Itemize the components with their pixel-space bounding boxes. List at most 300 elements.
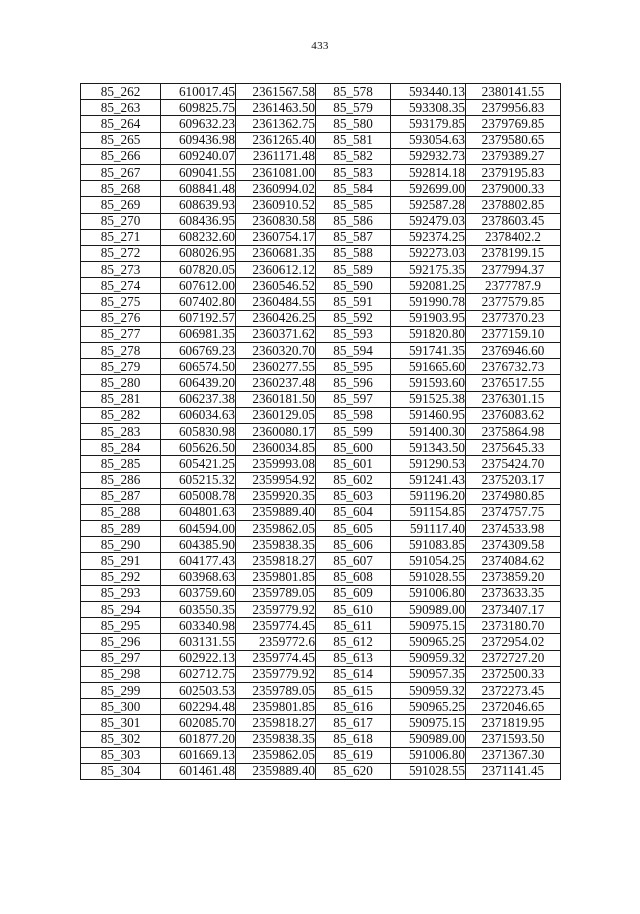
page-number: 433 [311,40,329,52]
x-coord-left-cell: 608639.93 [161,197,236,213]
x-coord-right-cell: 591343.50 [391,440,466,456]
y-coord-right-cell: 2373180.70 [466,618,561,634]
x-coord-right-cell: 591083.85 [391,537,466,553]
y-coord-right-cell: 2377579.85 [466,294,561,310]
point-id-left-cell: 85_276 [81,310,161,326]
y-coord-right-cell: 2372273.45 [466,682,561,698]
point-id-left-cell: 85_281 [81,391,161,407]
y-coord-left-cell: 2360681.35 [236,245,316,261]
y-coord-left-cell: 2360994.02 [236,181,316,197]
y-coord-left-cell: 2359920.35 [236,488,316,504]
y-coord-right-cell: 2378802.85 [466,197,561,213]
table-row [81,262,561,278]
x-coord-left-cell: 607820.05 [161,262,236,278]
point-id-left-cell: 85_298 [81,666,161,682]
table-row [81,682,561,698]
x-coord-right-cell: 592699.00 [391,181,466,197]
point-id-right-cell: 85_584 [316,181,391,197]
point-id-left-cell: 85_267 [81,164,161,180]
y-coord-right-cell: 2376946.60 [466,343,561,359]
y-coord-left-cell: 2360546.52 [236,278,316,294]
x-coord-right-cell: 590975.15 [391,715,466,731]
y-coord-right-cell: 2377159.10 [466,326,561,342]
point-id-left-cell: 85_283 [81,423,161,439]
x-coord-left-cell: 605008.78 [161,488,236,504]
x-coord-left-cell: 610017.45 [161,84,236,100]
x-coord-right-cell: 592374.25 [391,229,466,245]
table-row [81,602,561,618]
y-coord-right-cell: 2374309.58 [466,537,561,553]
y-coord-left-cell: 2359779.92 [236,666,316,682]
x-coord-left-cell: 609041.55 [161,164,236,180]
point-id-left-cell: 85_274 [81,278,161,294]
x-coord-right-cell: 590957.35 [391,666,466,682]
y-coord-right-cell: 2376517.55 [466,375,561,391]
table-row [81,634,561,650]
point-id-left-cell: 85_279 [81,359,161,375]
point-id-right-cell: 85_619 [316,747,391,763]
y-coord-right-cell: 2375864.98 [466,423,561,439]
y-coord-left-cell: 2360484.55 [236,294,316,310]
point-id-left-cell: 85_287 [81,488,161,504]
table-row [81,197,561,213]
table-row [81,747,561,763]
y-coord-right-cell: 2379956.83 [466,100,561,116]
y-coord-right-cell: 2377994.37 [466,262,561,278]
x-coord-right-cell: 591400.30 [391,423,466,439]
table-row [81,407,561,423]
point-id-left-cell: 85_290 [81,537,161,553]
x-coord-right-cell: 591154.85 [391,504,466,520]
y-coord-right-cell: 2379580.65 [466,132,561,148]
table-row [81,423,561,439]
x-coord-left-cell: 607612.00 [161,278,236,294]
point-id-right-cell: 85_598 [316,407,391,423]
y-coord-left-cell: 2359889.40 [236,504,316,520]
y-coord-left-cell: 2359801.85 [236,569,316,585]
point-id-left-cell: 85_265 [81,132,161,148]
y-coord-left-cell: 2360277.55 [236,359,316,375]
y-coord-left-cell: 2361265.40 [236,132,316,148]
point-id-left-cell: 85_266 [81,148,161,164]
table-row [81,100,561,116]
x-coord-left-cell: 609632.23 [161,116,236,132]
y-coord-left-cell: 2361463.50 [236,100,316,116]
point-id-left-cell: 85_294 [81,602,161,618]
x-coord-left-cell: 606237.38 [161,391,236,407]
point-id-left-cell: 85_268 [81,181,161,197]
point-id-right-cell: 85_596 [316,375,391,391]
y-coord-left-cell: 2359779.92 [236,602,316,618]
table-row [81,488,561,504]
y-coord-left-cell: 2359954.92 [236,472,316,488]
point-id-left-cell: 85_275 [81,294,161,310]
point-id-right-cell: 85_581 [316,132,391,148]
point-id-right-cell: 85_589 [316,262,391,278]
y-coord-right-cell: 2375645.33 [466,440,561,456]
point-id-right-cell: 85_617 [316,715,391,731]
point-id-right-cell: 85_595 [316,359,391,375]
point-id-right-cell: 85_620 [316,763,391,779]
x-coord-left-cell: 607402.80 [161,294,236,310]
x-coord-left-cell: 608026.95 [161,245,236,261]
x-coord-left-cell: 604594.00 [161,521,236,537]
table-row [81,731,561,747]
x-coord-left-cell: 601877.20 [161,731,236,747]
table-row [81,440,561,456]
x-coord-left-cell: 605421.25 [161,456,236,472]
point-id-left-cell: 85_286 [81,472,161,488]
x-coord-right-cell: 591665.60 [391,359,466,375]
point-id-right-cell: 85_611 [316,618,391,634]
y-coord-left-cell: 2359818.27 [236,715,316,731]
x-coord-left-cell: 605215.32 [161,472,236,488]
x-coord-right-cell: 591054.25 [391,553,466,569]
x-coord-left-cell: 602922.13 [161,650,236,666]
x-coord-left-cell: 606574.50 [161,359,236,375]
table-row [81,294,561,310]
point-id-right-cell: 85_618 [316,731,391,747]
x-coord-right-cell: 591903.95 [391,310,466,326]
point-id-right-cell: 85_601 [316,456,391,472]
y-coord-left-cell: 2360237.48 [236,375,316,391]
point-id-right-cell: 85_609 [316,585,391,601]
table-row [81,553,561,569]
x-coord-right-cell: 592814.18 [391,164,466,180]
y-coord-right-cell: 2371593.50 [466,731,561,747]
point-id-right-cell: 85_591 [316,294,391,310]
point-id-left-cell: 85_285 [81,456,161,472]
x-coord-right-cell: 591820.80 [391,326,466,342]
point-id-right-cell: 85_582 [316,148,391,164]
y-coord-right-cell: 2377370.23 [466,310,561,326]
point-id-left-cell: 85_293 [81,585,161,601]
table-row [81,521,561,537]
y-coord-left-cell: 2361362.75 [236,116,316,132]
point-id-left-cell: 85_273 [81,262,161,278]
point-id-left-cell: 85_264 [81,116,161,132]
x-coord-right-cell: 591196.20 [391,488,466,504]
x-coord-left-cell: 604385.90 [161,537,236,553]
point-id-right-cell: 85_603 [316,488,391,504]
point-id-right-cell: 85_602 [316,472,391,488]
y-coord-right-cell: 2373859.20 [466,569,561,585]
y-coord-right-cell: 2374084.62 [466,553,561,569]
point-id-left-cell: 85_282 [81,407,161,423]
table-row [81,456,561,472]
x-coord-right-cell: 591460.95 [391,407,466,423]
point-id-right-cell: 85_610 [316,602,391,618]
y-coord-right-cell: 2372954.02 [466,634,561,650]
point-id-right-cell: 85_614 [316,666,391,682]
y-coord-left-cell: 2359862.05 [236,521,316,537]
x-coord-right-cell: 591117.40 [391,521,466,537]
table-row [81,278,561,294]
y-coord-left-cell: 2360910.52 [236,197,316,213]
y-coord-right-cell: 2380141.55 [466,84,561,100]
y-coord-right-cell: 2377787.9 [466,278,561,294]
x-coord-right-cell: 592587.28 [391,197,466,213]
y-coord-right-cell: 2371819.95 [466,715,561,731]
x-coord-left-cell: 606034.63 [161,407,236,423]
y-coord-right-cell: 2374980.85 [466,488,561,504]
y-coord-right-cell: 2375203.17 [466,472,561,488]
point-id-left-cell: 85_291 [81,553,161,569]
y-coord-left-cell: 2359772.6 [236,634,316,650]
y-coord-right-cell: 2378199.15 [466,245,561,261]
table-row [81,618,561,634]
point-id-right-cell: 85_586 [316,213,391,229]
table-row [81,116,561,132]
point-id-right-cell: 85_592 [316,310,391,326]
table-row [81,343,561,359]
point-id-right-cell: 85_612 [316,634,391,650]
x-coord-left-cell: 606769.23 [161,343,236,359]
y-coord-left-cell: 2360612.12 [236,262,316,278]
x-coord-left-cell: 606439.20 [161,375,236,391]
x-coord-right-cell: 590965.25 [391,699,466,715]
x-coord-left-cell: 608436.95 [161,213,236,229]
y-coord-right-cell: 2371367.30 [466,747,561,763]
point-id-right-cell: 85_604 [316,504,391,520]
x-coord-right-cell: 590965.25 [391,634,466,650]
table-row [81,375,561,391]
table-row [81,359,561,375]
x-coord-left-cell: 604801.63 [161,504,236,520]
x-coord-right-cell: 591290.53 [391,456,466,472]
y-coord-left-cell: 2360320.70 [236,343,316,359]
x-coord-right-cell: 590989.00 [391,731,466,747]
y-coord-left-cell: 2359789.05 [236,585,316,601]
x-coord-right-cell: 591006.80 [391,585,466,601]
y-coord-left-cell: 2359838.35 [236,537,316,553]
x-coord-left-cell: 603550.35 [161,602,236,618]
x-coord-left-cell: 608841.48 [161,181,236,197]
y-coord-left-cell: 2361567.58 [236,84,316,100]
x-coord-left-cell: 609240.07 [161,148,236,164]
y-coord-right-cell: 2373407.17 [466,602,561,618]
x-coord-left-cell: 603968.63 [161,569,236,585]
point-id-left-cell: 85_301 [81,715,161,731]
y-coord-right-cell: 2373633.35 [466,585,561,601]
table-row [81,148,561,164]
table-row [81,391,561,407]
point-id-left-cell: 85_289 [81,521,161,537]
y-coord-left-cell: 2359838.35 [236,731,316,747]
x-coord-right-cell: 591028.55 [391,569,466,585]
x-coord-left-cell: 605626.50 [161,440,236,456]
x-coord-right-cell: 590959.32 [391,650,466,666]
point-id-left-cell: 85_272 [81,245,161,261]
point-id-right-cell: 85_605 [316,521,391,537]
y-coord-right-cell: 2379195.83 [466,164,561,180]
table-row [81,326,561,342]
table-row [81,699,561,715]
x-coord-left-cell: 608232.60 [161,229,236,245]
y-coord-left-cell: 2360830.58 [236,213,316,229]
y-coord-left-cell: 2360181.50 [236,391,316,407]
x-coord-left-cell: 601461.48 [161,763,236,779]
point-id-right-cell: 85_588 [316,245,391,261]
point-id-left-cell: 85_263 [81,100,161,116]
x-coord-right-cell: 591006.80 [391,747,466,763]
x-coord-left-cell: 603340.98 [161,618,236,634]
y-coord-left-cell: 2359818.27 [236,553,316,569]
x-coord-right-cell: 591028.55 [391,763,466,779]
point-id-right-cell: 85_608 [316,569,391,585]
table-row [81,310,561,326]
x-coord-right-cell: 591990.78 [391,294,466,310]
y-coord-left-cell: 2361081.00 [236,164,316,180]
y-coord-right-cell: 2376301.15 [466,391,561,407]
point-id-left-cell: 85_269 [81,197,161,213]
y-coord-left-cell: 2361171.48 [236,148,316,164]
x-coord-left-cell: 605830.98 [161,423,236,439]
y-coord-left-cell: 2359993.08 [236,456,316,472]
point-id-right-cell: 85_599 [316,423,391,439]
point-id-right-cell: 85_579 [316,100,391,116]
y-coord-left-cell: 2359774.45 [236,650,316,666]
point-id-right-cell: 85_594 [316,343,391,359]
y-coord-right-cell: 2378402.2 [466,229,561,245]
table-row [81,84,561,100]
x-coord-right-cell: 593308.35 [391,100,466,116]
table-row [81,715,561,731]
y-coord-right-cell: 2379000.33 [466,181,561,197]
table-row [81,666,561,682]
point-id-right-cell: 85_590 [316,278,391,294]
x-coord-left-cell: 602085.70 [161,715,236,731]
y-coord-right-cell: 2372500.33 [466,666,561,682]
x-coord-right-cell: 590975.15 [391,618,466,634]
point-id-left-cell: 85_288 [81,504,161,520]
y-coord-left-cell: 2360034.85 [236,440,316,456]
y-coord-left-cell: 2360129.05 [236,407,316,423]
x-coord-left-cell: 602712.75 [161,666,236,682]
x-coord-right-cell: 593440.13 [391,84,466,100]
point-id-right-cell: 85_597 [316,391,391,407]
point-id-left-cell: 85_284 [81,440,161,456]
point-id-left-cell: 85_270 [81,213,161,229]
y-coord-right-cell: 2376732.73 [466,359,561,375]
x-coord-right-cell: 591241.43 [391,472,466,488]
x-coord-right-cell: 591741.35 [391,343,466,359]
y-coord-right-cell: 2375424.70 [466,456,561,472]
y-coord-right-cell: 2379389.27 [466,148,561,164]
y-coord-left-cell: 2360426.25 [236,310,316,326]
y-coord-right-cell: 2376083.62 [466,407,561,423]
y-coord-left-cell: 2360080.17 [236,423,316,439]
coordinate-table-body [81,84,561,780]
table-row [81,763,561,779]
x-coord-left-cell: 603131.55 [161,634,236,650]
point-id-right-cell: 85_607 [316,553,391,569]
x-coord-right-cell: 592081.25 [391,278,466,294]
point-id-right-cell: 85_616 [316,699,391,715]
point-id-left-cell: 85_296 [81,634,161,650]
point-id-left-cell: 85_304 [81,763,161,779]
point-id-left-cell: 85_292 [81,569,161,585]
x-coord-right-cell: 591593.60 [391,375,466,391]
x-coord-left-cell: 603759.60 [161,585,236,601]
table-row [81,132,561,148]
point-id-right-cell: 85_580 [316,116,391,132]
y-coord-right-cell: 2379769.85 [466,116,561,132]
x-coord-right-cell: 592175.35 [391,262,466,278]
x-coord-right-cell: 590959.32 [391,682,466,698]
table-row [81,585,561,601]
table-row [81,537,561,553]
point-id-right-cell: 85_606 [316,537,391,553]
point-id-left-cell: 85_300 [81,699,161,715]
table-row [81,164,561,180]
point-id-left-cell: 85_277 [81,326,161,342]
x-coord-right-cell: 593054.63 [391,132,466,148]
x-coord-right-cell: 592273.03 [391,245,466,261]
x-coord-left-cell: 609436.98 [161,132,236,148]
point-id-right-cell: 85_587 [316,229,391,245]
table-row [81,245,561,261]
y-coord-left-cell: 2359862.05 [236,747,316,763]
y-coord-left-cell: 2359789.05 [236,682,316,698]
table-row [81,472,561,488]
point-id-left-cell: 85_280 [81,375,161,391]
point-id-left-cell: 85_271 [81,229,161,245]
x-coord-right-cell: 592479.03 [391,213,466,229]
point-id-left-cell: 85_278 [81,343,161,359]
x-coord-left-cell: 609825.75 [161,100,236,116]
y-coord-right-cell: 2378603.45 [466,213,561,229]
table-row [81,181,561,197]
y-coord-left-cell: 2360371.62 [236,326,316,342]
y-coord-right-cell: 2371141.45 [466,763,561,779]
x-coord-left-cell: 607192.57 [161,310,236,326]
point-id-right-cell: 85_578 [316,84,391,100]
point-id-right-cell: 85_600 [316,440,391,456]
point-id-left-cell: 85_297 [81,650,161,666]
y-coord-left-cell: 2360754.17 [236,229,316,245]
y-coord-left-cell: 2359889.40 [236,763,316,779]
x-coord-right-cell: 592932.73 [391,148,466,164]
y-coord-left-cell: 2359774.45 [236,618,316,634]
y-coord-left-cell: 2359801.85 [236,699,316,715]
x-coord-left-cell: 602294.48 [161,699,236,715]
x-coord-left-cell: 601669.13 [161,747,236,763]
x-coord-right-cell: 593179.85 [391,116,466,132]
point-id-right-cell: 85_593 [316,326,391,342]
point-id-right-cell: 85_613 [316,650,391,666]
coordinate-table [80,83,561,780]
point-id-right-cell: 85_583 [316,164,391,180]
table-row [81,650,561,666]
y-coord-right-cell: 2374757.75 [466,504,561,520]
point-id-right-cell: 85_585 [316,197,391,213]
point-id-left-cell: 85_295 [81,618,161,634]
x-coord-right-cell: 591525.38 [391,391,466,407]
point-id-left-cell: 85_262 [81,84,161,100]
table-row [81,569,561,585]
x-coord-right-cell: 590989.00 [391,602,466,618]
x-coord-left-cell: 606981.35 [161,326,236,342]
y-coord-right-cell: 2372046.65 [466,699,561,715]
x-coord-left-cell: 602503.53 [161,682,236,698]
table-row [81,213,561,229]
table-row [81,504,561,520]
y-coord-right-cell: 2372727.20 [466,650,561,666]
point-id-left-cell: 85_302 [81,731,161,747]
y-coord-right-cell: 2374533.98 [466,521,561,537]
x-coord-left-cell: 604177.43 [161,553,236,569]
